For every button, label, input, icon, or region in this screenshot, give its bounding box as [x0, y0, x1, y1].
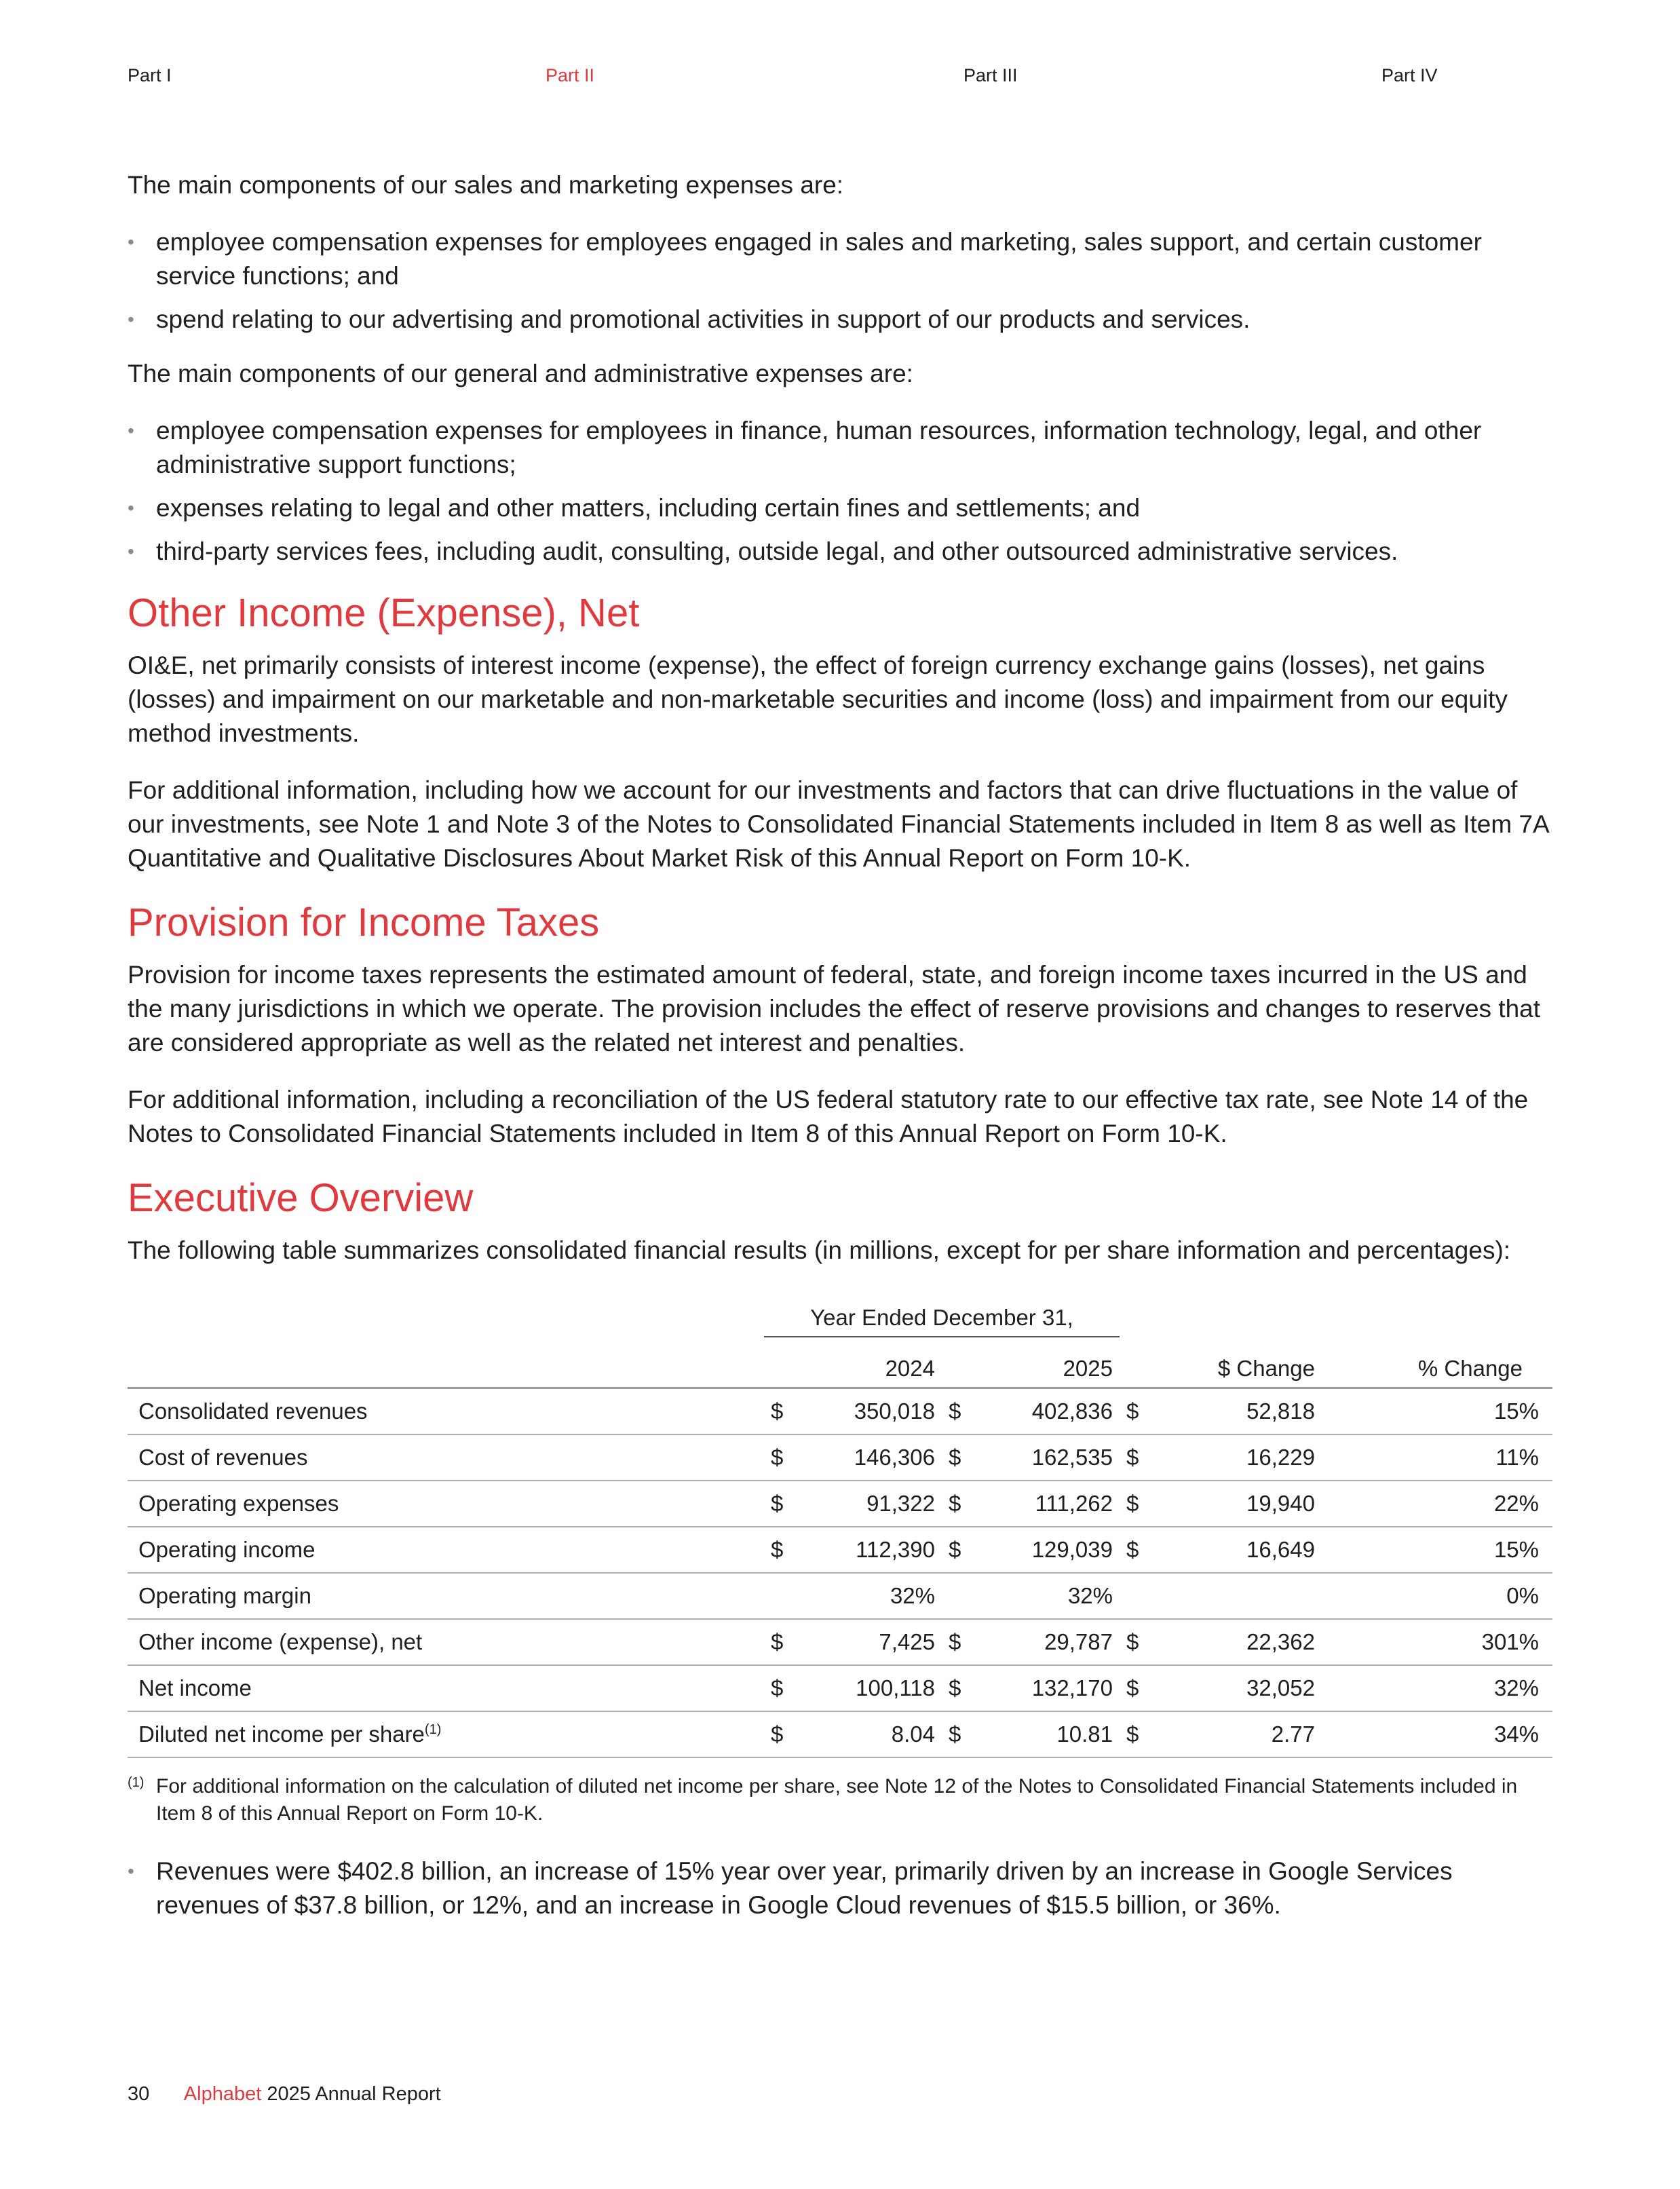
list-item: • spend relating to our advertising and promotional activities in support of our products and services. — [128, 303, 1552, 337]
table-row: Consolidated revenues $ 350,018 $ 402,836 $ 52,818 15% — [128, 1388, 1552, 1435]
page-footer — [128, 2083, 441, 2106]
row-label: Diluted net income per share — [138, 1721, 425, 1747]
exec-heading: Executive Overview — [128, 1176, 474, 1220]
tax-heading: Provision for Income Taxes — [128, 900, 600, 945]
table-row: Operating income $ 112,390 $ 129,039 $ 16,649 15% — [128, 1527, 1552, 1573]
table-row: Diluted net income per share$^{(1)}$ $ 8.04 $ 10.81 $ 2.77 34% — [128, 1711, 1552, 1757]
ga-list — [128, 414, 1552, 569]
list-item: • third-party services fees, including audit, consulting, outside legal, and other outsourced administrative services. — [128, 535, 1552, 569]
year-header: Year Ended December 31, — [764, 1291, 1120, 1337]
footnote-marker: (1) — [128, 1775, 145, 1790]
list-item: • employee compensation expenses for employees in finance, human resources, information technology, legal, and other administrative support functions; — [128, 414, 1552, 482]
exec-intro: The following table summarizes consolidated financial results (in millions, except for per share information and percentages): — [128, 1236, 1511, 1264]
highlights-list — [128, 1854, 1552, 1922]
page-content — [128, 168, 1552, 1943]
table-row: Net income $ 100,118 $ 132,170 $ 32,052 32% — [128, 1665, 1552, 1711]
column-header-2024: 2024 — [791, 1337, 942, 1388]
list-item: • expenses relating to legal and other matters, including certain fines and settlements; and — [128, 491, 1552, 525]
sales-intro: The main components of our sales and marketing expenses are: — [128, 171, 844, 199]
part-navigation — [0, 65, 1680, 92]
sales-list — [128, 225, 1552, 337]
financial-results-table — [128, 1291, 1552, 1758]
footnote-text: For additional information on the calculation of diluted net income per share, see Note 12 of the Notes to Consolidated Financial Statements included in Item 8 of this Annual Report on Form 10-K. — [156, 1775, 1518, 1825]
nav-part-4[interactable]: Part IV — [1381, 65, 1438, 85]
oie-paragraph-1: OI&E, net primarily consists of interest income (expense), the effect of foreign currency exchange gains (losses), net gains (losses) and impairment on our marketable and non-marketable securities and income (loss) and impairment from our equity method investments. — [128, 651, 1508, 747]
footnote-ref: (1) — [424, 1722, 442, 1737]
nav-part-1[interactable]: Part I — [128, 65, 172, 85]
table-row: Cost of revenues $ 146,306 $ 162,535 $ 16,229 11% — [128, 1434, 1552, 1481]
brand-name: Alphabet — [183, 2083, 262, 2105]
ga-intro: The main components of our general and administrative expenses are: — [128, 360, 913, 387]
table-row: Operating margin 32% 32% 0% — [128, 1573, 1552, 1619]
table-row: Other income (expense), net $ 7,425 $ 29,787 $ 22,362 301% — [128, 1619, 1552, 1665]
oie-heading: Other Income (Expense), Net — [128, 591, 640, 635]
list-item: • Revenues were $402.8 billion, an increase of 15% year over year, primarily driven by an increase in Google Services revenues of $37.8 billion, or 12%, and an increase in Google Cloud revenues of $15.5 billion, or 36%. — [128, 1854, 1552, 1922]
tax-paragraph-2: For additional information, including a reconciliation of the US federal statutory rate to our effective tax rate, see Note 14 of the Notes to Consolidated Financial Statements included in Item 8 of this Annual Report on Form 10-K. — [128, 1086, 1529, 1147]
page-number: 30 — [128, 2083, 150, 2105]
tax-paragraph-1: Provision for income taxes represents the estimated amount of federal, state, and foreign income taxes incurred in the US and the many jurisdictions in which we operate. The provision includes the effect of reserve provisions and changes to reserves that are considered appropriate as well as the related net interest and penalties. — [128, 961, 1541, 1057]
list-item: • employee compensation expenses for employees engaged in sales and marketing, sales support, and certain customer service functions; and — [128, 225, 1552, 293]
column-header-dollar-change: $ Change — [1147, 1337, 1322, 1388]
report-title: 2025 Annual Report — [267, 2083, 441, 2105]
nav-part-3[interactable]: Part III — [963, 65, 1018, 85]
nav-part-2[interactable]: Part II — [546, 65, 595, 85]
table-row: Operating expenses $ 91,322 $ 111,262 $ 19,940 22% — [128, 1481, 1552, 1527]
column-header-percent-change: % Change — [1322, 1337, 1552, 1388]
table-footnote — [128, 1773, 1552, 1827]
oie-paragraph-2: For additional information, including how we account for our investments and factors that can drive fluctuations in the value of our investments, see Note 1 and Note 3 of the Notes to Consolidated Financial Statements included in Item 8 as well as Item 7A Quantitative and Qualitative Disclosures About Market Risk of this Annual Report on Form 10-K. — [128, 776, 1548, 872]
column-header-2025: 2025 — [969, 1337, 1120, 1388]
